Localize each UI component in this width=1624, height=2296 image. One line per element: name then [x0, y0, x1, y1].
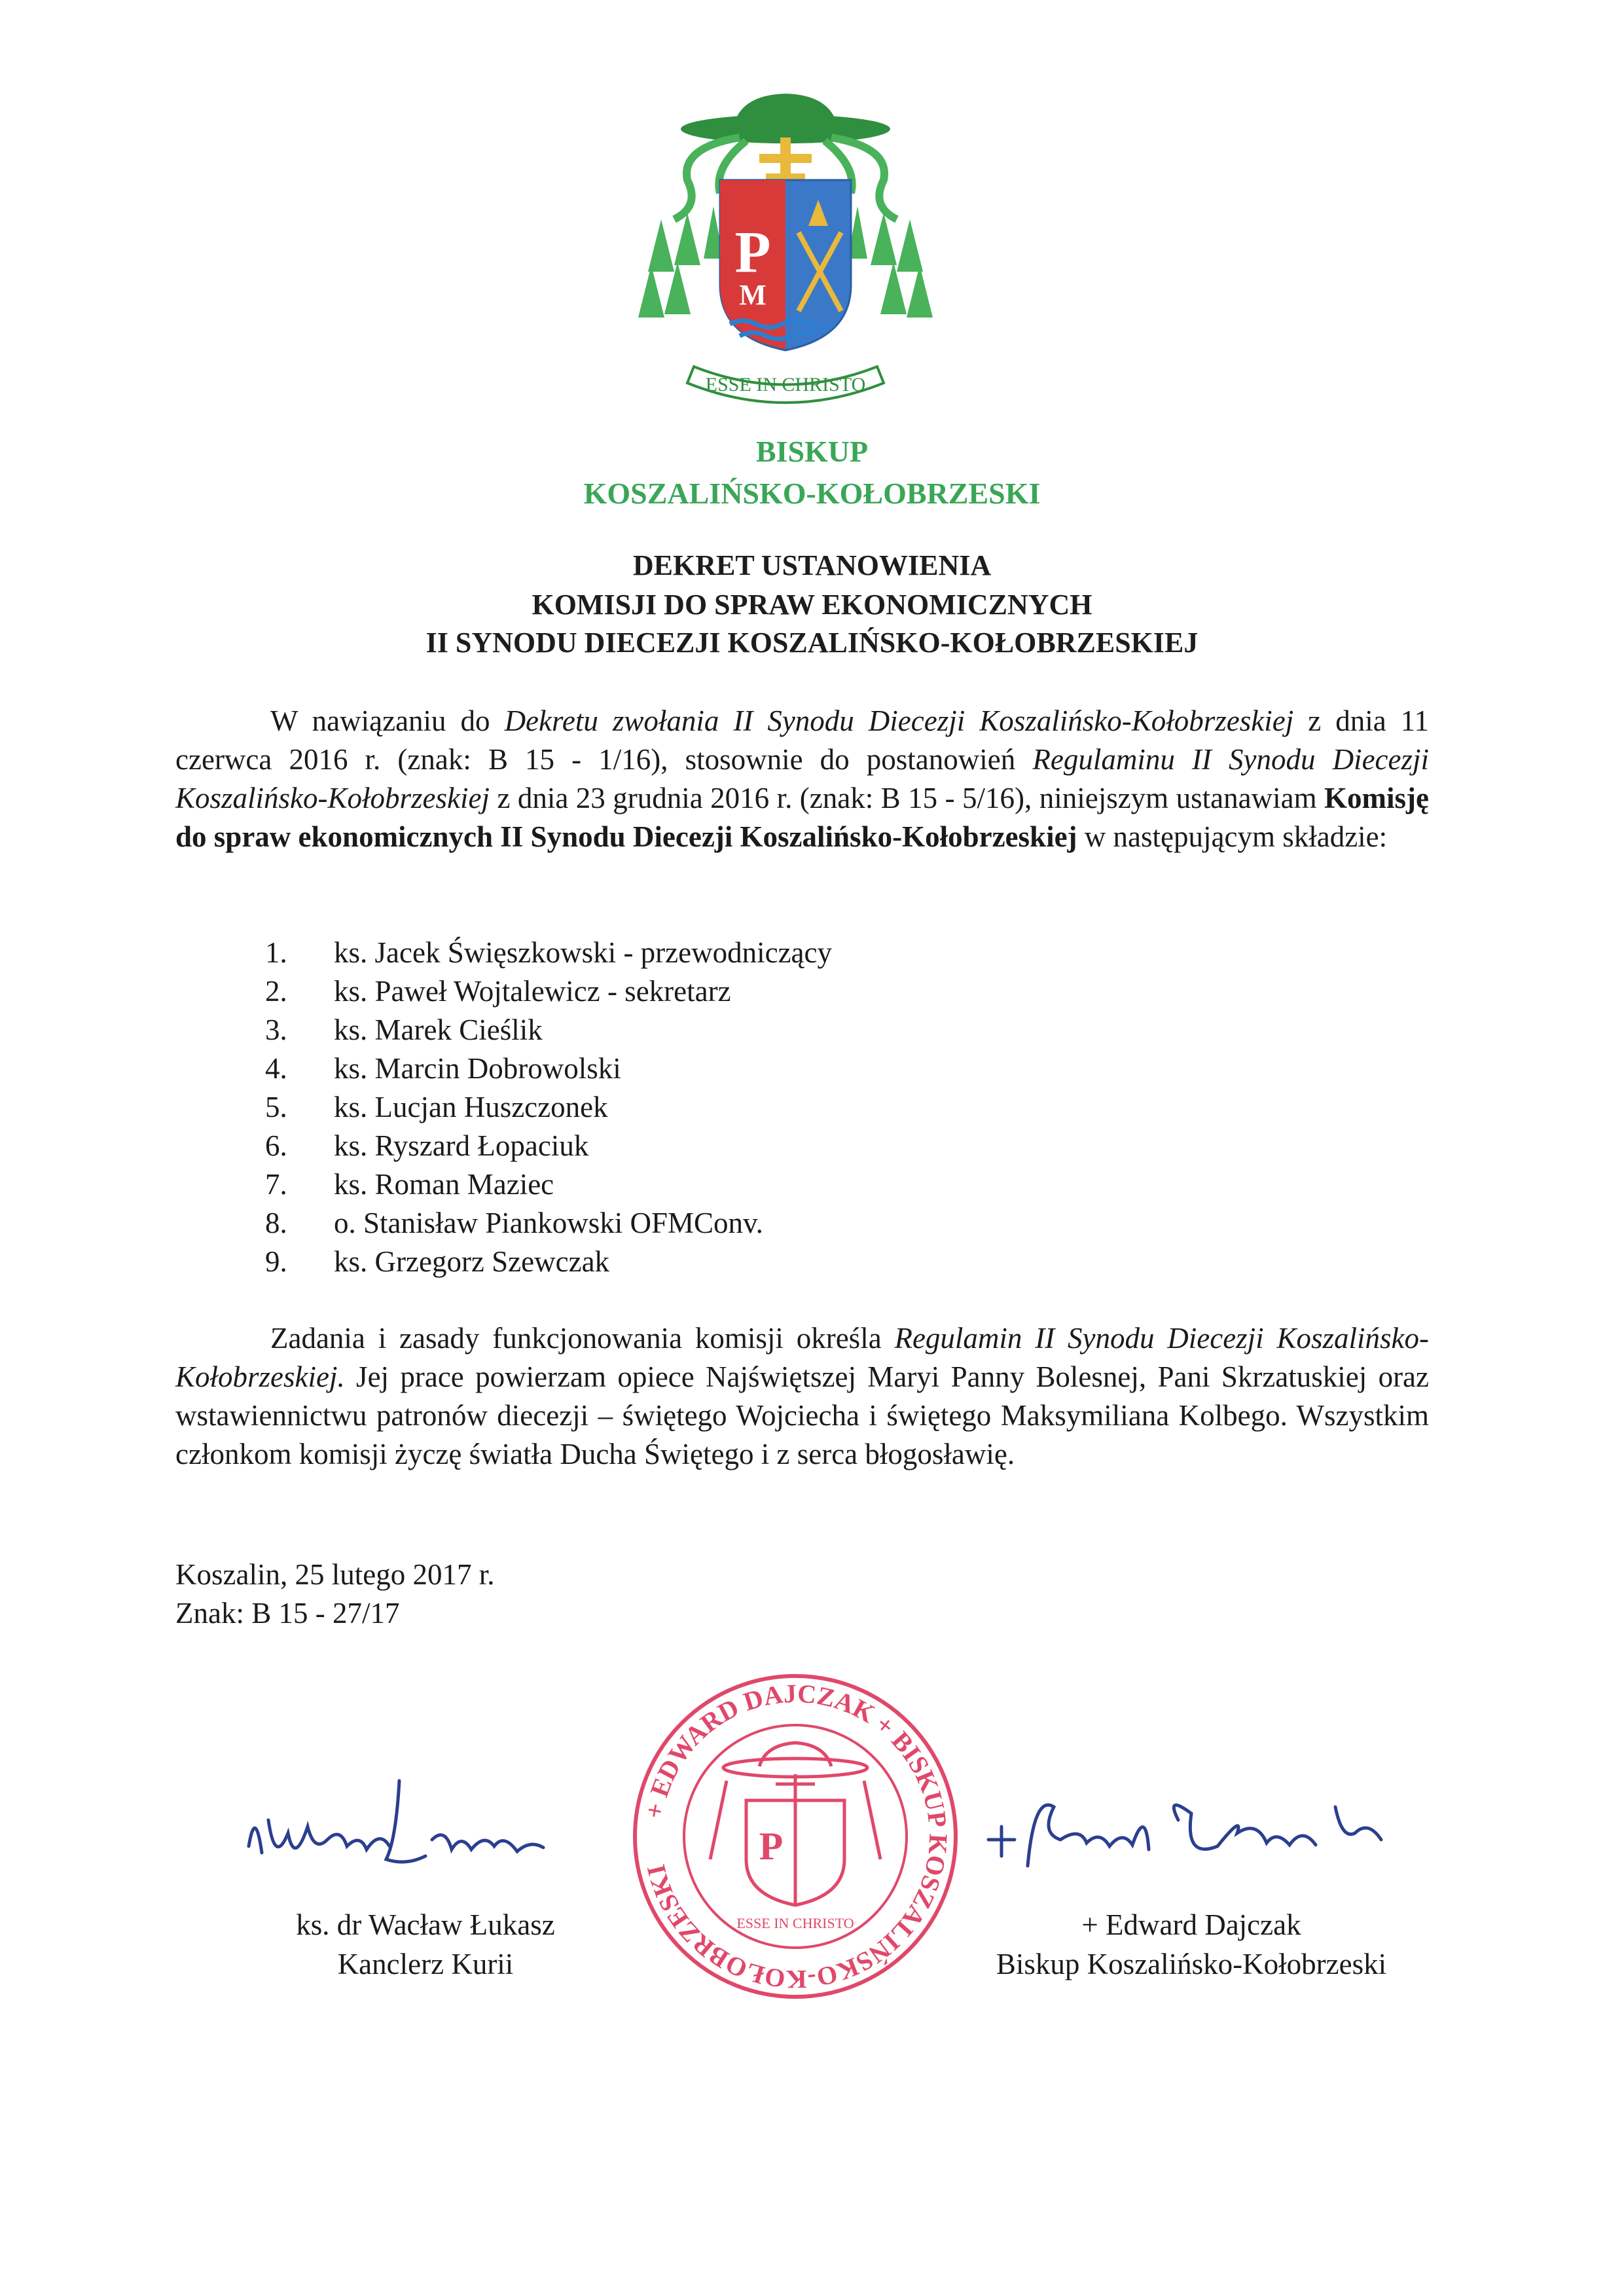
- issuer-diocese: KOSZALIŃSKO-KOŁOBRZESKI: [583, 477, 1041, 510]
- list-item: 4. ks. Marcin Dobrowolski: [265, 1052, 621, 1085]
- date-line: Koszalin, 25 lutego 2017 r.: [175, 1558, 495, 1591]
- coat-motto: ESSE IN CHRISTO: [705, 374, 866, 395]
- decree-title-line2: KOMISJI DO SPRAW EKONOMICZNYCH: [532, 589, 1092, 621]
- list-item: 6. ks. Ryszard Łopaciuk: [265, 1129, 589, 1162]
- reference-number: Znak: B 15 - 27/17: [175, 1597, 400, 1630]
- galero-hat-crown: [733, 94, 838, 128]
- list-item: 1. ks. Jacek Święszkowski - przewodniczący: [265, 936, 833, 969]
- bishop-name: + Edward Dajczak: [1081, 1908, 1301, 1941]
- list-item: 8. o. Stanisław Piankowski OFMConv.: [265, 1207, 763, 1239]
- episcopal-seal: [628, 1669, 962, 2003]
- decree-title-line3: II SYNODU DIECEZJI KOSZALIŃSKO-KOŁOBRZESKIEJ: [425, 627, 1199, 659]
- svg-text:M: M: [739, 279, 767, 311]
- place-and-date: [175, 1556, 494, 1633]
- bishop-signature: [969, 1768, 1440, 1899]
- seal-coat-icon: [710, 1743, 880, 1905]
- bishop-signature-block: [949, 1905, 1434, 1984]
- list-item: 9. ks. Grzegorz Szewczak: [265, 1245, 610, 1278]
- coat-of-arms: [615, 75, 956, 416]
- seal-monogram: P: [759, 1825, 784, 1868]
- seal-inner-motto: ESSE IN CHRISTO: [736, 1915, 854, 1931]
- tasks-text: Zadania i zasady funkcjonowania komisji określa: [270, 1322, 895, 1355]
- list-item: 5. ks. Lucjan Huszczonek: [265, 1091, 608, 1123]
- decree-title-line1: DEKRET USTANOWIENIA: [632, 549, 992, 581]
- intro-decree-reference: Dekretu zwołania II Synodu Diecezji Koszalińsko-Kołobrzeskiej: [504, 704, 1294, 737]
- issuer-title: BISKUP: [755, 435, 869, 468]
- intro-text: w następującym składzie:: [1077, 820, 1388, 853]
- list-item: 7. ks. Roman Maziec: [265, 1168, 554, 1201]
- intro-regulation-reference: Regulaminu II Synodu Diecezji Koszalińsko-Kołobrzeskiej: [175, 743, 1430, 814]
- intro-paragraph: [175, 702, 1429, 856]
- chancellor-role: Kanclerz Kurii: [337, 1948, 514, 1980]
- chancellor-signature-block: [262, 1905, 589, 1984]
- tasks-text: Jej prace powierzam opiece Najświętszej Maryi Panny Bolesnej, Pani Skrzatuskiej oraz wstawiennictwu patronów diecezji – świętego Wojciecha i świętego Maksymiliana Kolbego. Wszystkim członkom komisji życzę światła Ducha Świętego i z serca błogosławię.: [175, 1360, 1429, 1470]
- intro-text: z dnia 11 czerwca 2016 r. (znak: B 15 - 1/16), stosownie do postanowień: [175, 704, 1430, 776]
- member-list: [265, 934, 832, 1281]
- list-item: 2. ks. Paweł Wojtalewicz - sekretarz: [265, 975, 731, 1008]
- bishop-role: Biskup Koszalińsko-Kołobrzeski: [996, 1948, 1387, 1980]
- tasks-paragraph: [175, 1319, 1429, 1474]
- intro-text: W nawiązaniu do: [270, 704, 505, 737]
- seal-ring-text: + EDWARD DAJCZAK + BISKUP KOSZALIŃSKO-KOŁOBRZESKI: [638, 1678, 954, 1995]
- commission-name: Komisję do spraw ekonomicznych II Synodu Diecezji Koszalińsko-Kołobrzeskiej: [175, 782, 1429, 853]
- chancellor-name: ks. dr Wacław Łukasz: [296, 1908, 555, 1941]
- intro-text: z dnia 23 grudnia 2016 r. (znak: B 15 - 5/16), niniejszym ustanawiam: [490, 782, 1325, 814]
- tasks-regulation-reference: Regulamin II Synodu Diecezji Koszalińsko-Kołobrzeskiej.: [175, 1322, 1429, 1393]
- chancellor-signature: [236, 1768, 576, 1899]
- shield-monogram-pm: P: [734, 220, 771, 285]
- list-item: 3. ks. Marek Cieślik: [265, 1013, 543, 1046]
